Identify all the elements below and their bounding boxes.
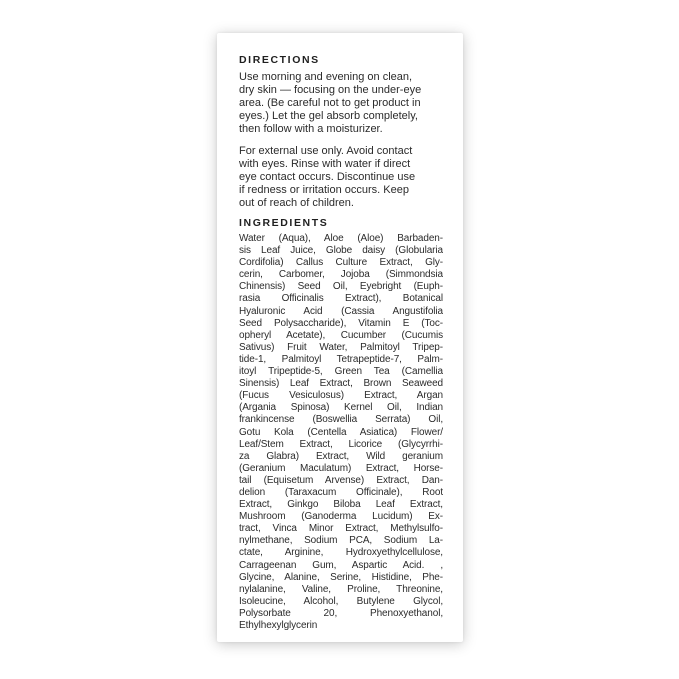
text-line: out of reach of children. xyxy=(239,197,354,209)
text-line: if redness or irritation occurs. Keep xyxy=(239,184,409,196)
text-line: Cordifolia) Callus Culture Extract, Gly- xyxy=(239,257,443,269)
text-line: Sativus) Fruit Water, Palmitoyl Tripep- xyxy=(239,341,443,353)
ingredients-section xyxy=(239,217,443,632)
text-line: ctate, Arginine, Hydroxyethylcellulose, xyxy=(239,547,443,559)
text-line: Mushroom (Ganoderma Lucidum) Ex- xyxy=(239,511,443,523)
text-line: eyes.) Let the gel absorb completely, xyxy=(239,110,418,122)
text-line: Sinensis) Leaf Extract, Brown Seaweed xyxy=(239,378,443,390)
text-line: Chinensis) Seed Oil, Eyebright (Euph- xyxy=(239,281,443,293)
text-line: Leaf/Stem Extract, Licorice (Glycyrrhi- xyxy=(239,438,443,450)
ingredients-text xyxy=(239,233,443,632)
text-line: tract, Vinca Minor Extract, Methylsulfo- xyxy=(239,523,443,535)
directions-paragraph-1 xyxy=(239,71,443,136)
text-line: nylalanine, Valine, Proline, Threonine, xyxy=(239,583,443,595)
directions-heading: DIRECTIONS xyxy=(239,54,320,66)
text-line: Seed Polysaccharide), Vitamin E (Toc- xyxy=(239,317,443,329)
directions-section xyxy=(239,54,443,210)
text-line: Extract, Ginkgo Biloba Leaf Extract, xyxy=(239,499,443,511)
text-line: tail (Equisetum Arvense) Extract, Dan- xyxy=(239,474,443,486)
text-line: itoyl Tripeptide-5, Green Tea (Camellia xyxy=(239,366,443,378)
ingredients-heading: INGREDIENTS xyxy=(239,217,329,229)
text-line: Carrageenan Gum, Aspartic Acid. , xyxy=(239,559,443,571)
text-line: Ethylhexylglycerin xyxy=(239,620,318,631)
text-line: frankincense (Boswellia Serrata) Oil, xyxy=(239,414,443,426)
text-line: za Glabra) Extract, Wild geranium xyxy=(239,450,443,462)
text-line: (Fucus Vesiculosus) Extract, Argan xyxy=(239,390,443,402)
text-line: sis Leaf Juice, Globe daisy (Globularia xyxy=(239,245,443,257)
product-box-back-panel xyxy=(217,33,463,642)
text-line: nylmethane, Sodium PCA, Sodium La- xyxy=(239,535,443,547)
text-line: Hyaluronic Acid (Cassia Angustifolia xyxy=(239,305,443,317)
text-line: Glycine, Alanine, Serine, Histidine, Phe- xyxy=(239,571,443,583)
text-line: Isoleucine, Alcohol, Butylene Glycol, xyxy=(239,595,443,607)
text-line: tide-1, Palmitoyl Tetrapeptide-7, Palm- xyxy=(239,353,443,365)
text-line: (Argania Spinosa) Kernel Oil, Indian xyxy=(239,402,443,414)
text-line: rasia Officinalis Extract), Botanical xyxy=(239,293,443,305)
text-line: cerin, Carbomer, Jojoba (Simmondsia xyxy=(239,269,443,281)
text-line: Use morning and evening on clean, xyxy=(239,71,413,83)
text-line: dry skin — focusing on the under-eye xyxy=(239,84,422,96)
text-line: Water (Aqua), Aloe (Aloe) Barbaden- xyxy=(239,233,443,244)
directions-paragraph-2 xyxy=(239,145,443,210)
text-line: eye contact occurs. Discontinue use xyxy=(239,171,416,183)
text-line: then follow with a moisturizer. xyxy=(239,123,383,135)
text-line: For external use only. Avoid contact xyxy=(239,145,413,157)
text-line: with eyes. Rinse with water if direct xyxy=(239,158,411,170)
text-line: area. (Be careful not to get product in xyxy=(239,97,421,109)
text-line: (Geranium Maculatum) Extract, Horse- xyxy=(239,462,443,474)
text-line: delion (Taraxacum Officinale), Root xyxy=(239,486,443,498)
text-line: opheryl Acetate), Cucumber (Cucumis xyxy=(239,329,443,341)
text-line: Gotu Kola (Centella Asiatica) Flower/ xyxy=(239,426,443,438)
text-line: Polysorbate 20, Phenoxyethanol, xyxy=(239,607,443,619)
